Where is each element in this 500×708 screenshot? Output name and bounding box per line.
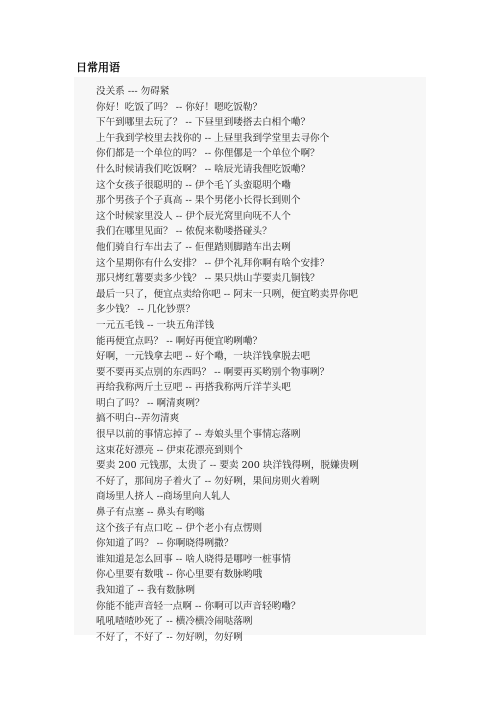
phrase-line: 谁知道是怎么回事 -- 啥人晓得是哪哼一桩事情 bbox=[96, 553, 291, 565]
phrase-line: 没关系 --- 勿碍紧 bbox=[96, 86, 170, 97]
phrase-line: 你好！吃饭了吗？ -- 你好！嗯吃饭勒？ bbox=[96, 101, 263, 113]
phrase-line: 什么时候请我们吃饭啊？ -- 啥辰光请我俚吃饭嘞？ bbox=[96, 163, 311, 175]
phrase-line: 这束花好漂亮 -- 伊束花漂亮到则个 bbox=[96, 444, 243, 456]
phrase-line: 鼻子有点塞 -- 鼻头有哟嗡 bbox=[96, 507, 205, 519]
phrase-line: 很早以前的事情忘掉了 -- 寿娘头里个事情忘落咧 bbox=[96, 429, 301, 441]
phrase-line: 明白了吗？ -- 啊清爽咧？ bbox=[96, 397, 205, 409]
phrase-line: 这个孩子有点口吃 -- 伊个老小有点愣则 bbox=[96, 522, 263, 534]
phrase-line: 这个时候家里没人 -- 伊个辰光窝里向呒不人个 bbox=[96, 210, 291, 222]
phrase-line: 那只烤红薯要卖多少钱？ -- 果只烘山芋要卖几铜钱？ bbox=[96, 273, 320, 285]
phrase-line: 这个女孩子很聪明的 -- 伊个毛丫头蛮聪明个嘞 bbox=[96, 179, 291, 191]
phrase-list bbox=[96, 84, 416, 645]
phrase-line: 能再便宜点吗？ -- 啊好再便宜哟咧嘞？ bbox=[96, 335, 263, 347]
phrase-line: 搞不明白--弄勿清爽 bbox=[96, 413, 180, 425]
phrase-line: 好啊，一元钱拿去吧 -- 好个嘞，一块洋钱拿脱去吧 bbox=[96, 351, 311, 363]
phrase-line: 再给我称两斤土豆吧 -- 再搭我称两斤洋芋头吧 bbox=[96, 382, 291, 394]
phrase-line: 吼吼喳喳吵死了 -- 横冷横冷闹哒落咧 bbox=[96, 616, 253, 628]
phrase-line: 下午到哪里去玩了？ -- 下昼里到喽搭去白相个嘞？ bbox=[96, 117, 311, 129]
phrase-line: 不好了，不好了 -- 勿好咧，勿好咧 bbox=[96, 631, 243, 643]
phrase-line: 不好了，那间房子着火了 -- 勿好咧，果间房则火着咧 bbox=[96, 475, 320, 487]
phrase-line: 要卖 200 元钱那，太贵了 -- 要卖 200 块洋钱得咧，脱嫌贵咧 bbox=[96, 460, 359, 472]
phrase-line: 你知道了吗？ -- 你啊晓得咧撒？ bbox=[96, 538, 234, 550]
phrase-line: 要不要再买点别的东西吗？ -- 啊要再买哟别个物事咧？ bbox=[96, 366, 330, 378]
phrase-line: 你能不能声音轻一点啊 -- 你啊可以声音轻哟嘞？ bbox=[96, 600, 301, 612]
phrase-line: 我知道了 -- 我有数脉咧 bbox=[96, 585, 195, 596]
phrase-line: 那个男孩子个子真高 -- 果个男佬小长得长到则个 bbox=[96, 195, 301, 207]
phrase-line: 你心里要有数哦 -- 你心里要有数脉哟哦 bbox=[96, 569, 263, 581]
phrase-line: 上午我到学校里去找你的 -- 上昼里我到学堂里去寻你个 bbox=[96, 132, 330, 144]
phrase-line: 商场里人挤人 --商场里向人轧人 bbox=[96, 491, 231, 503]
phrase-line: 多少钱？ -- 几化钞票？ bbox=[96, 304, 195, 316]
phrase-line: 最后一只了，便宜点卖给你吧 -- 阿末一只咧，便宜哟卖畀你吧 bbox=[96, 288, 359, 300]
phrase-line: 他们骑自行车出去了 -- 佢俚踏则脚踏车出去咧 bbox=[96, 241, 291, 253]
page-title: 日常用语 bbox=[76, 61, 120, 74]
phrase-line: 我们在哪里见面？ -- 侬倪来勒喽搭碰头？ bbox=[96, 226, 272, 238]
phrase-line: 你们都是一个单位的吗？ -- 你俚㑚是一个单位个啊？ bbox=[96, 148, 320, 160]
phrase-line: 一元五毛钱 -- 一块五角洋钱 bbox=[96, 319, 215, 331]
phrase-line: 这个星期你有什么安排？ -- 伊个礼拜你啊有啥个安排？ bbox=[96, 257, 330, 269]
